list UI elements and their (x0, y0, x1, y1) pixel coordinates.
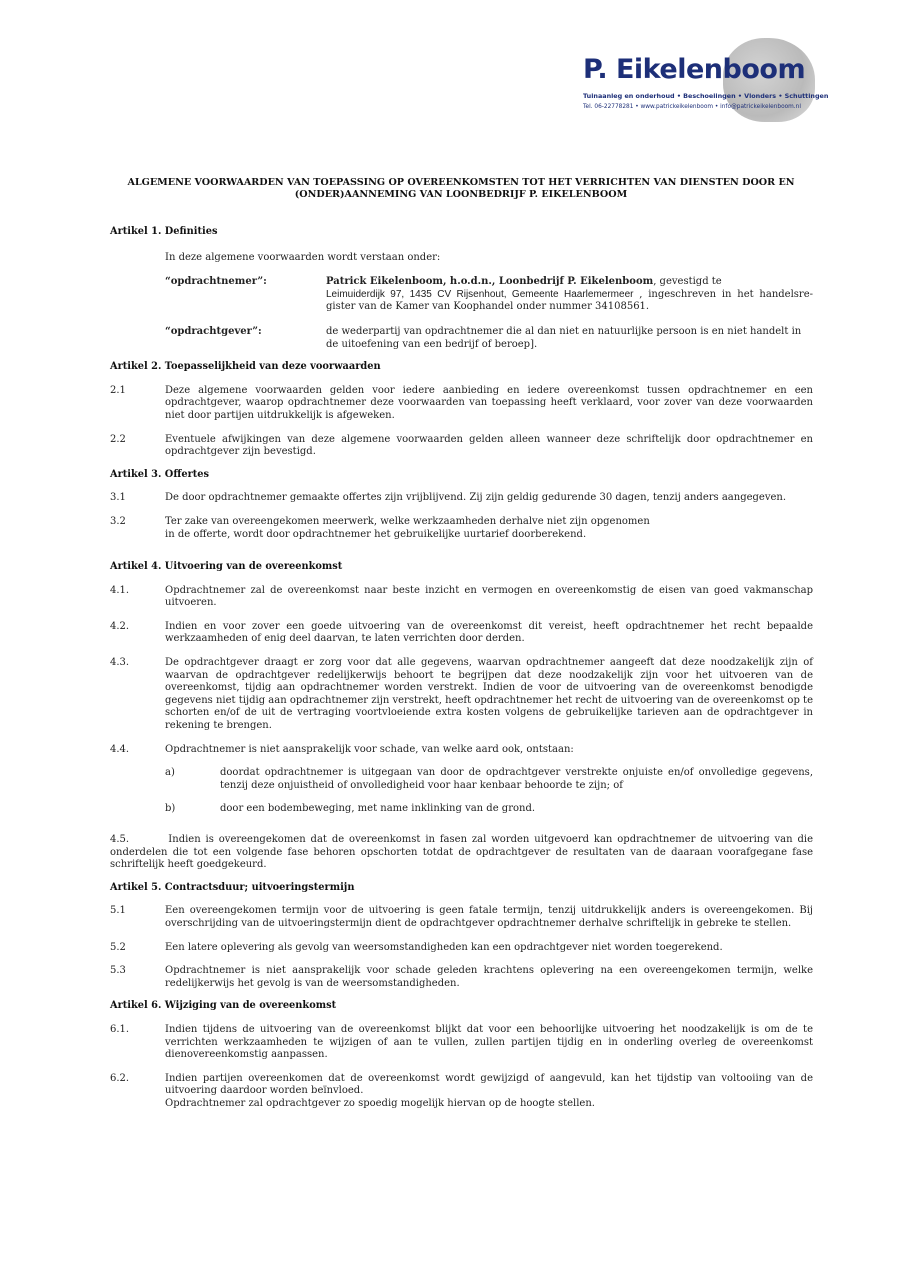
logo-tagline: Tuinaanleg en onderhoud • Beschoeiingen • Vlonders • Schuttingen (583, 92, 829, 100)
article-1 (110, 226, 813, 351)
logo-name: P. Eikelenboom (583, 54, 806, 85)
text: , gevestigd te (653, 276, 722, 288)
clause-text: Opdrachtnemer is niet aansprakelijk voor schade, van welke aard ook, ontstaan: (165, 743, 574, 755)
clause-text: Opdrachtnemer zal opdrachtgever zo spoedig mogelijk hiervan op de hoogte stellen. (165, 1097, 595, 1109)
definition-opdrachtnemer (110, 276, 813, 314)
clause-text: Eventuele afwijkingen van deze algemene voorwaarden gelden alleen wanneer deze schriftelijk door opdrachtnemer en opdrachtgever zijn bevestigd. (165, 433, 813, 458)
clause-text: Een latere oplevering als gevolg van weersomstandigheden kan een opdrachtgever niet worden toegerekend. (165, 941, 723, 953)
article-heading: Artikel 4. Uitvoering van de overeenkomst (110, 561, 343, 573)
intro-text: In deze algemene voorwaarden wordt verstaan onder: (165, 251, 441, 263)
article-heading: Artikel 2. Toepasselijkheid van deze voorwaarden (110, 361, 381, 373)
clause (110, 621, 813, 646)
definition-text (326, 276, 813, 314)
clause-text: Opdrachtnemer zal de overeenkomst naar beste inzicht en vermogen en overeenkomstig de eisen van goed vakmanschap uitvoeren. (165, 584, 813, 609)
clause-number: 4.2. (110, 620, 130, 632)
definition-opdrachtgever (110, 326, 813, 351)
article-4 (110, 561, 813, 872)
subclause-letter: a) (165, 767, 175, 779)
document-title: ALGEMENE VOORWAARDEN VAN TOEPASSING OP OVEREENKOMSTEN TOT HET VERRICHTEN VAN DIENSTEN DOOR EN (ONDER)AANNEMING VAN LOONBEDRIJF P. EIKELENBOOM (127, 177, 795, 200)
clause (110, 942, 813, 955)
clause-text: Opdrachtnemer is niet aansprakelijk voor schade geleden krachtens oplevering na een overeengekomen termijn, welke redelijkerwijs het gevolg is van de weersomstandigheden. (165, 965, 813, 989)
company-name: Patrick Eikelenboom, h.o.d.n., Loonbedrijf P. Eikelenboom (326, 276, 654, 288)
clause (110, 657, 813, 733)
clause-text: De opdrachtgever draagt er zorg voor dat alle gegevens, waarvan opdrachtnemer aangeeft dat deze noodzakelijk zijn of waarvan de opdrachtgever redelijkerwijs behoort te begrijpen dat deze noodzakelijk zijn voor het uitvoeren van de overeenkomst, tijdig aan opdrachtnemer worden verstrekt. Indien de voor de uitvoering van de overeenkomst benodigde gegevens niet tijdig aan opdrachtnemer zijn verstrekt, heeft opdrachtnemer het recht de uitvoering van de overeenkomst op te schorten en/of de uit de vertraging voortvloeiende extra kosten volgens de gebruikelijke tarieven aan de opdrachtgever in rekening te brengen. (165, 657, 813, 732)
clause-number: 4.5. (110, 834, 130, 845)
clause (110, 516, 813, 541)
article-heading: Artikel 3. Offertes (110, 468, 210, 480)
clause-text: Indien en voor zover een goede uitvoering van de overeenkomst dit vereist, heeft opdrachtnemer het recht bepaalde werkzaamheden of enig deel daarvan, te laten verrichten door derden. (165, 620, 813, 645)
clause (110, 585, 813, 610)
subclause-text: doordat opdrachtnemer is uitgegaan van door de opdrachtgever verstrekte onjuiste en/of onvolledige gegevens, tenzij deze onjuistheid of onvolledigheid voor haar kenbaar behoorde te zijn; of (220, 767, 813, 791)
address: Leimuiderdijk 97, 1435 CV Rijsenhout, Gemeente Haarlemermeer (326, 288, 634, 300)
clause-number: 5.3 (110, 965, 126, 977)
definition-term: “opdrachtgever”: (165, 325, 262, 337)
clause-text: Ter zake van overeengekomen meerwerk, welke werkzaamheden derhalve niet zijn opgenomen in de offerte, wordt door opdrachtnemer het gebruikelijke uurtarief doorberekend. (165, 515, 650, 540)
clause (110, 492, 813, 505)
clause (110, 434, 813, 459)
clause (110, 385, 813, 423)
subclause-letter: b) (165, 803, 176, 815)
article-5 (110, 882, 813, 991)
subclause (165, 767, 813, 792)
clause-text: Indien tijdens de uitvoering van de overeenkomst blijkt dat voor een behoorlijke uitvoering het noodzakelijk is om de te verrichten werkzaamheden te wijzigen of aan te vullen, zullen partijen tijdig en in onderling overleg de overeenkomst dienovereenkomstig aanpassen. (165, 1023, 813, 1061)
clause (110, 905, 813, 930)
clause-number: 6.1. (110, 1023, 130, 1035)
clause-number: 2.2 (110, 433, 126, 445)
clause-number: 4.4. (110, 743, 130, 755)
clause-number: 5.2 (110, 941, 126, 953)
clause-text: Een overeengekomen termijn voor de uitvoering is geen fatale termijn, tenzij uitdrukkelijk anders is overeengekomen. Bij overschrijding van de uitvoeringstermijn dient de opdrachtgever opdrachtnemer derhalve schriftelijk in gebreke te stellen. (165, 905, 813, 929)
clause-number: 3.1 (110, 492, 126, 504)
article-2 (110, 361, 813, 459)
article-6 (110, 1000, 813, 1110)
clause-body (165, 744, 813, 816)
subclause-text: door een bodembeweging, met name inklinking van de grond. (220, 803, 536, 815)
company-logo (583, 38, 829, 124)
clause (110, 744, 813, 816)
article-heading: Artikel 6. Wijziging van de overeenkomst (110, 1000, 337, 1012)
clause-4-5 (110, 834, 813, 872)
definition-text: de wederpartij van opdrachtnemer die al dan niet en natuurlijke persoon is en niet handelt in de uitoefening van een bedrijf of beroep]. (326, 325, 802, 350)
clause-number: 4.1. (110, 584, 130, 596)
text: , ingeschreven in het handelsre- gister van de Kamer van Koophandel onder nummer 34108561. (326, 288, 814, 313)
logo-contact: Tel. 06-22778281 • www.patrickeikelenboom • info@patrickeikelenboom.nl (583, 104, 801, 110)
clause-number: 4.3. (110, 657, 130, 669)
subclause (165, 803, 813, 816)
logo-text (583, 54, 828, 112)
clause-number: 5.1 (110, 905, 126, 917)
article-3 (110, 469, 813, 541)
article-heading: Artikel 5. Contractsduur; uitvoeringstermijn (110, 881, 355, 893)
clause-body (165, 1073, 813, 1111)
clause-text: Indien is overeengekomen dat de overeenkomst in fasen zal worden uitgevoerd kan opdrachtnemer de uitvoering van die onderdelen die tot een volgende fase behoren opschorten totdat de opdrachtgever de resultaten van de daaraan voorafgegane fase schriftelijk heeft goedgekeurd. (110, 834, 813, 871)
clause-text: Indien partijen overeenkomen dat de overeenkomst wordt gewijzigd of aangevuld, kan het tijdstip van voltooiing van de uitvoering daardoor worden beïnvloed. (165, 1072, 813, 1097)
definition-term: “opdrachtnemer”: (165, 276, 267, 288)
clause-text: Deze algemene voorwaarden gelden voor iedere aanbieding en iedere overeenkomst tussen opdrachtnemer en een opdrachtgever, waarop opdrachtnemer deze voorwaarden van toepassing heeft verklaard, voor zover van deze voorwaarden niet door partijen uitdrukkelijk is afgeweken. (165, 384, 813, 421)
clause-number: 2.1 (110, 384, 126, 396)
clause-text: De door opdrachtnemer gemaakte offertes zijn vrijblijvend. Zij zijn geldig gedurende 30 dagen, tenzij anders aangegeven. (165, 492, 787, 504)
clause-number: 3.2 (110, 515, 126, 527)
document-body (110, 226, 813, 1121)
article-heading: Artikel 1. Definities (110, 226, 218, 237)
clause (110, 1073, 813, 1111)
clause (110, 1024, 813, 1062)
clause-number: 6.2. (110, 1072, 130, 1084)
clause (110, 965, 813, 990)
